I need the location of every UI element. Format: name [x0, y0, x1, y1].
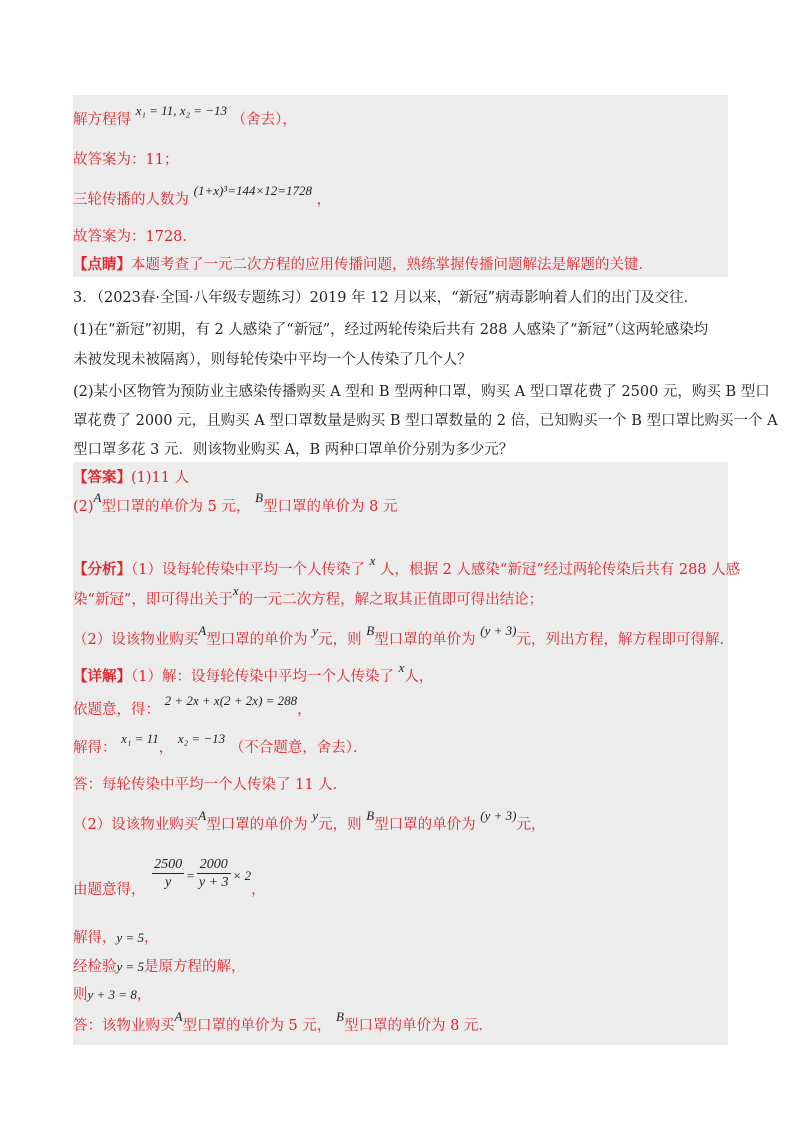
text: ， [297, 702, 312, 718]
q3-part1-line1: (1)在“新冠”初期，有 2 人感染了“新冠”，经过两轮传染后共有 288 人感染了“新冠”（这两轮感染均 [73, 322, 709, 338]
text: ， [316, 192, 332, 208]
text: ， [136, 987, 152, 1003]
y-plus-3-value: y + 3 = 8 [87, 987, 137, 1002]
text: 元，列出方程，解方程即可得解． [516, 632, 734, 648]
check-y: y = 5 [116, 959, 145, 974]
detail-line-6 [73, 857, 266, 898]
text: 解方程得 [73, 112, 131, 128]
detail-line-9 [73, 985, 151, 1005]
var-y: y [312, 808, 319, 823]
solve-equation-line [73, 103, 297, 130]
text: 型口罩的单价为 8 元 [263, 499, 398, 515]
var-a: A [198, 808, 207, 823]
text: 元，则 [318, 632, 362, 648]
detail-line-10 [73, 1009, 493, 1036]
text: 由题意得， [73, 881, 146, 898]
analysis-tag: 【分析】 [73, 561, 131, 578]
text: （1）解：设每轮传染中平均一个人传染了 [131, 669, 394, 685]
solution-y: y = 5 [116, 930, 145, 945]
root-1: x₁ = 11 [121, 731, 159, 746]
text: 经检验 [73, 959, 117, 975]
answer-line-1 [73, 468, 189, 488]
dianjing-text: 本题考查了一元二次方程的应用传播问题，熟练掌握传播问题解法是解题的关键． [131, 257, 653, 273]
expr-y-plus-3: (y + 3) [480, 623, 517, 638]
text: 型口罩的单价为 [374, 817, 476, 833]
text: 元， [516, 817, 546, 833]
text: ， [251, 881, 266, 898]
text: 型口罩的单价为 5 元， [182, 1018, 332, 1034]
var-b: B [366, 623, 375, 638]
denominator: y + 3 [198, 875, 229, 890]
analysis-line-3 [73, 623, 734, 650]
dianjing-line [73, 255, 653, 275]
q3-part2-line1: (2)某小区物管为预防业主感染传播购买 A 型和 B 型两种口罩，购买 A 型口罩花费了 2500 元，购买 B 型口 [73, 384, 770, 400]
text: (2) [73, 499, 94, 515]
text: （1）设每轮传染中平均一个人传染了 [131, 562, 365, 578]
answer-tag: 【答案】 [73, 469, 131, 486]
q3-part1-line2: 未被发现未被隔离），则每轮传染中平均一个人传染了几个人？ [73, 352, 472, 368]
var-b: B [366, 808, 375, 823]
answer-line-1728: 故答案为：1728． [73, 229, 197, 245]
numerator: 2500 [154, 857, 183, 872]
answer-text: (1)11 人 [131, 470, 190, 486]
times-2: × 2 [232, 867, 252, 883]
text: 型口罩的单价为 [374, 632, 476, 648]
text: 型口罩的单价为 5 元， [101, 499, 251, 515]
detail-line-1 [73, 660, 434, 687]
detail-line-4: 答：每轮传染中平均一个人传染了 11 人． [73, 777, 348, 793]
numerator: 2000 [197, 856, 231, 874]
analysis-line-2 [73, 583, 544, 610]
text: 答：该物业购买 [73, 1018, 175, 1034]
detail-tag: 【详解】 [73, 668, 131, 685]
third-round-line [73, 183, 332, 210]
text: 依题意，得： [73, 702, 160, 718]
answer-line-11: 故答案为：11； [73, 152, 179, 168]
text: ， [144, 930, 159, 946]
q3-part2-line3: 型口罩多花 3 元．则该物业购买 A，B 两种口罩单价分别为多少元？ [73, 442, 514, 458]
detail-line-3: 解得： x₁ = 11， x₂ = −13 （不合题意，舍去）． [73, 731, 368, 756]
question-3-stem: 3．（2023春·全国·八年级专题练习）2019 年 12 月以来，“新冠”病毒影响着人们的出门及交往． [73, 290, 699, 306]
dianjing-tag: 【点睛】 [73, 256, 131, 273]
third-round-formula: (1+x)³=144×12=1728 [193, 183, 313, 198]
answer-line-2 [73, 490, 398, 517]
text: 则 [73, 987, 88, 1003]
root-2: x₂ = −13 [177, 731, 226, 746]
q3-part2-line2: 罩花费了 2000 元，且购买 A 型口罩数量是购买 B 型口罩数量的 2 倍，已知购买一个 B 型口罩比购买一个 A [73, 413, 778, 429]
text: 元，则 [318, 817, 362, 833]
var-y: y [312, 623, 319, 638]
text: 三轮传播的人数为 [73, 192, 189, 208]
text: 人，根据 2 人感染“新冠”经过两轮传染后共有 288 人感 [379, 562, 741, 578]
detail-line-8 [73, 957, 246, 977]
var-x: x [232, 583, 239, 598]
var-b: B [336, 1009, 344, 1024]
var-a: A [174, 1009, 183, 1024]
text: （2）设该物业购买 [73, 817, 199, 833]
text: 是原方程的解， [144, 959, 246, 975]
text: 的一元二次方程，解之取其正值即可得出结论； [238, 592, 544, 608]
text: （2）设该物业购买 [73, 632, 199, 648]
analysis-line-1 [73, 553, 741, 580]
var-b: B [255, 490, 264, 505]
roots-formula: x₁ = 11, x₂ = −13 [135, 103, 228, 118]
text: 解得， [73, 930, 117, 946]
text: 解得： [73, 740, 117, 756]
detail-line-7 [73, 928, 159, 948]
var-a: A [198, 623, 207, 638]
equation: 2 + 2x + x(2 + 2x) = 288 [164, 693, 298, 708]
fraction-2500-over-y [152, 856, 184, 891]
text: 型口罩的单价为 [206, 817, 308, 833]
expr-y-plus-3: (y + 3) [480, 808, 517, 823]
equals-sign: = [186, 867, 195, 883]
fraction-2000-over-y-plus-3 [197, 856, 231, 891]
text: （舍去）， [231, 112, 297, 128]
var-x: x [369, 553, 376, 568]
text: 型口罩的单价为 [206, 632, 308, 648]
denominator: y [165, 875, 172, 890]
var-a: A [93, 490, 102, 505]
var-x: x [398, 660, 405, 675]
text: （不合题意，舍去）． [229, 740, 368, 756]
text: 染“新冠”，即可得出关于 [73, 592, 233, 608]
detail-line-5 [73, 808, 546, 835]
text: 人， [404, 669, 434, 685]
text: 型口罩的单价为 8 元． [343, 1018, 493, 1034]
detail-line-2 [73, 693, 312, 720]
